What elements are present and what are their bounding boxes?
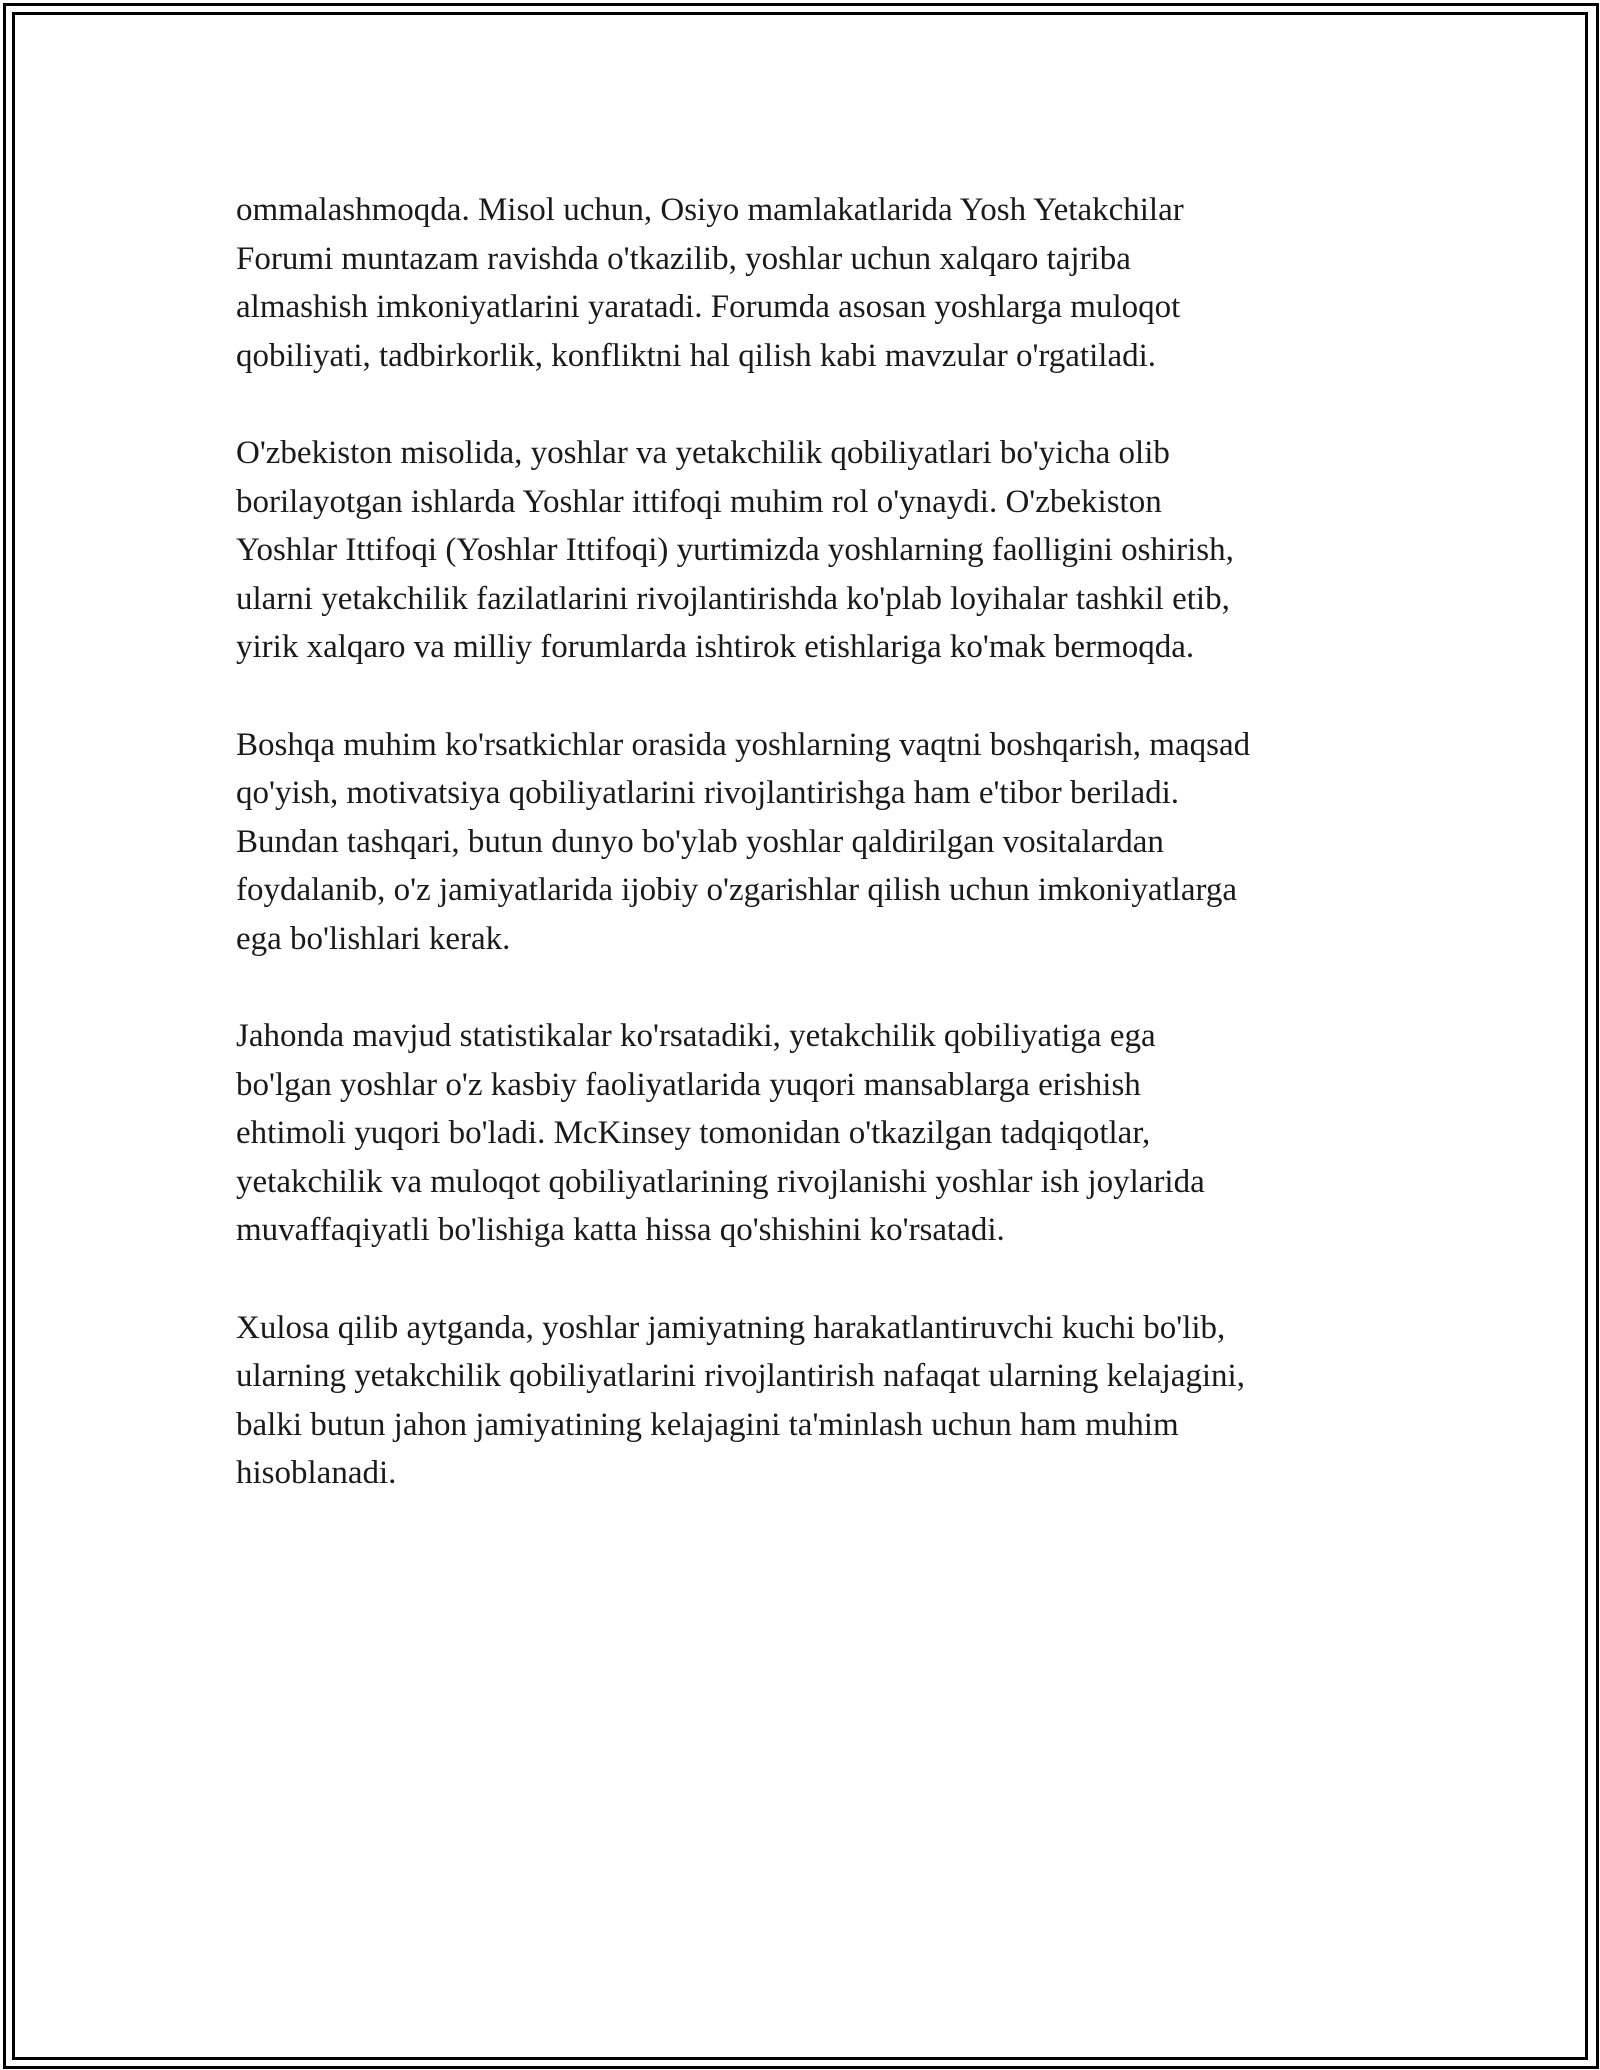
text-line: ularning yetakchilik qobiliyatlarini rivojlantirish nafaqat ularning kelajagini,	[236, 1358, 1245, 1394]
text-line: foydalanib, o'z jamiyatlarida ijobiy o'zgarishlar qilish uchun imkoniyatlarga	[236, 872, 1238, 908]
text-line: qobiliyati, tadbirkorlik, konfliktni hal qilish kabi mavzular o'rgatiladi.	[236, 337, 1157, 374]
text-line: Yoshlar Ittifoqi (Yoshlar Ittifoqi) yurtimizda yoshlarning faolligini oshirish,	[236, 532, 1234, 568]
text-line: Forumi muntazam ravishda o'tkazilib, yoshlar uchun xalqaro tajriba	[236, 240, 1131, 277]
paragraph-1	[236, 186, 1386, 380]
text-line: borilayotgan ishlarda Yoshlar ittifoqi muhim rol o'ynaydi. O'zbekiston	[236, 483, 1162, 520]
text-line: O'zbekiston misolida, yoshlar va yetakchilik qobiliyatlari bo'yicha olib	[236, 435, 1170, 471]
text-line: Bundan tashqari, butun dunyo bo'ylab yoshlar qaldirilgan vositalardan	[236, 823, 1164, 860]
text-line: muvaffaqiyatli bo'lishiga katta hissa qo'shishini ko'rsatadi.	[236, 1212, 1005, 1248]
text-line: bo'lgan yoshlar o'z kasbiy faoliyatlarida yuqori mansablarga erishish	[236, 1066, 1141, 1103]
text-line: qo'yish, motivatsiya qobiliyatlarini rivojlantirishga ham e'tibor beriladi.	[236, 775, 1180, 811]
paragraph-3	[236, 721, 1386, 964]
paragraph-2	[236, 429, 1386, 672]
text-line: Jahonda mavjud statistikalar ko'rsatadiki, yetakchilik qobiliyatiga ega	[236, 1018, 1156, 1054]
document-body	[236, 186, 1386, 1547]
text-line: Xulosa qilib aytganda, yoshlar jamiyatning harakatlantiruvchi kuchi bo'lib,	[236, 1309, 1226, 1346]
paragraph-5	[236, 1304, 1386, 1498]
text-line: ega bo'lishlari kerak.	[236, 920, 511, 957]
text-line: Boshqa muhim ko'rsatkichlar orasida yoshlarning vaqtni boshqarish, maqsad	[236, 726, 1251, 763]
text-line: ommalashmoqda. Misol uchun, Osiyo mamlakatlarida Yosh Yetakchilar	[236, 192, 1184, 228]
paragraph-4	[236, 1012, 1386, 1255]
text-line: yirik xalqaro va milliy forumlarda ishtirok etishlariga ko'mak bermoqda.	[236, 629, 1195, 665]
text-line: hisoblanadi.	[236, 1455, 397, 1491]
text-line: balki butun jahon jamiyatining kelajagini ta'minlash uchun ham muhim	[236, 1406, 1179, 1443]
text-line: ularni yetakchilik fazilatlarini rivojlantirishda ko'plab loyihalar tashkil etib,	[236, 580, 1230, 617]
text-line: ehtimoli yuqori bo'ladi. McKinsey tomonidan o'tkazilgan tadqiqotlar,	[236, 1115, 1151, 1151]
text-line: almashish imkoniyatlarini yaratadi. Forumda asosan yoshlarga muloqot	[236, 289, 1181, 325]
text-line: yetakchilik va muloqot qobiliyatlarining rivojlanishi yoshlar ish joylarida	[236, 1163, 1205, 1200]
